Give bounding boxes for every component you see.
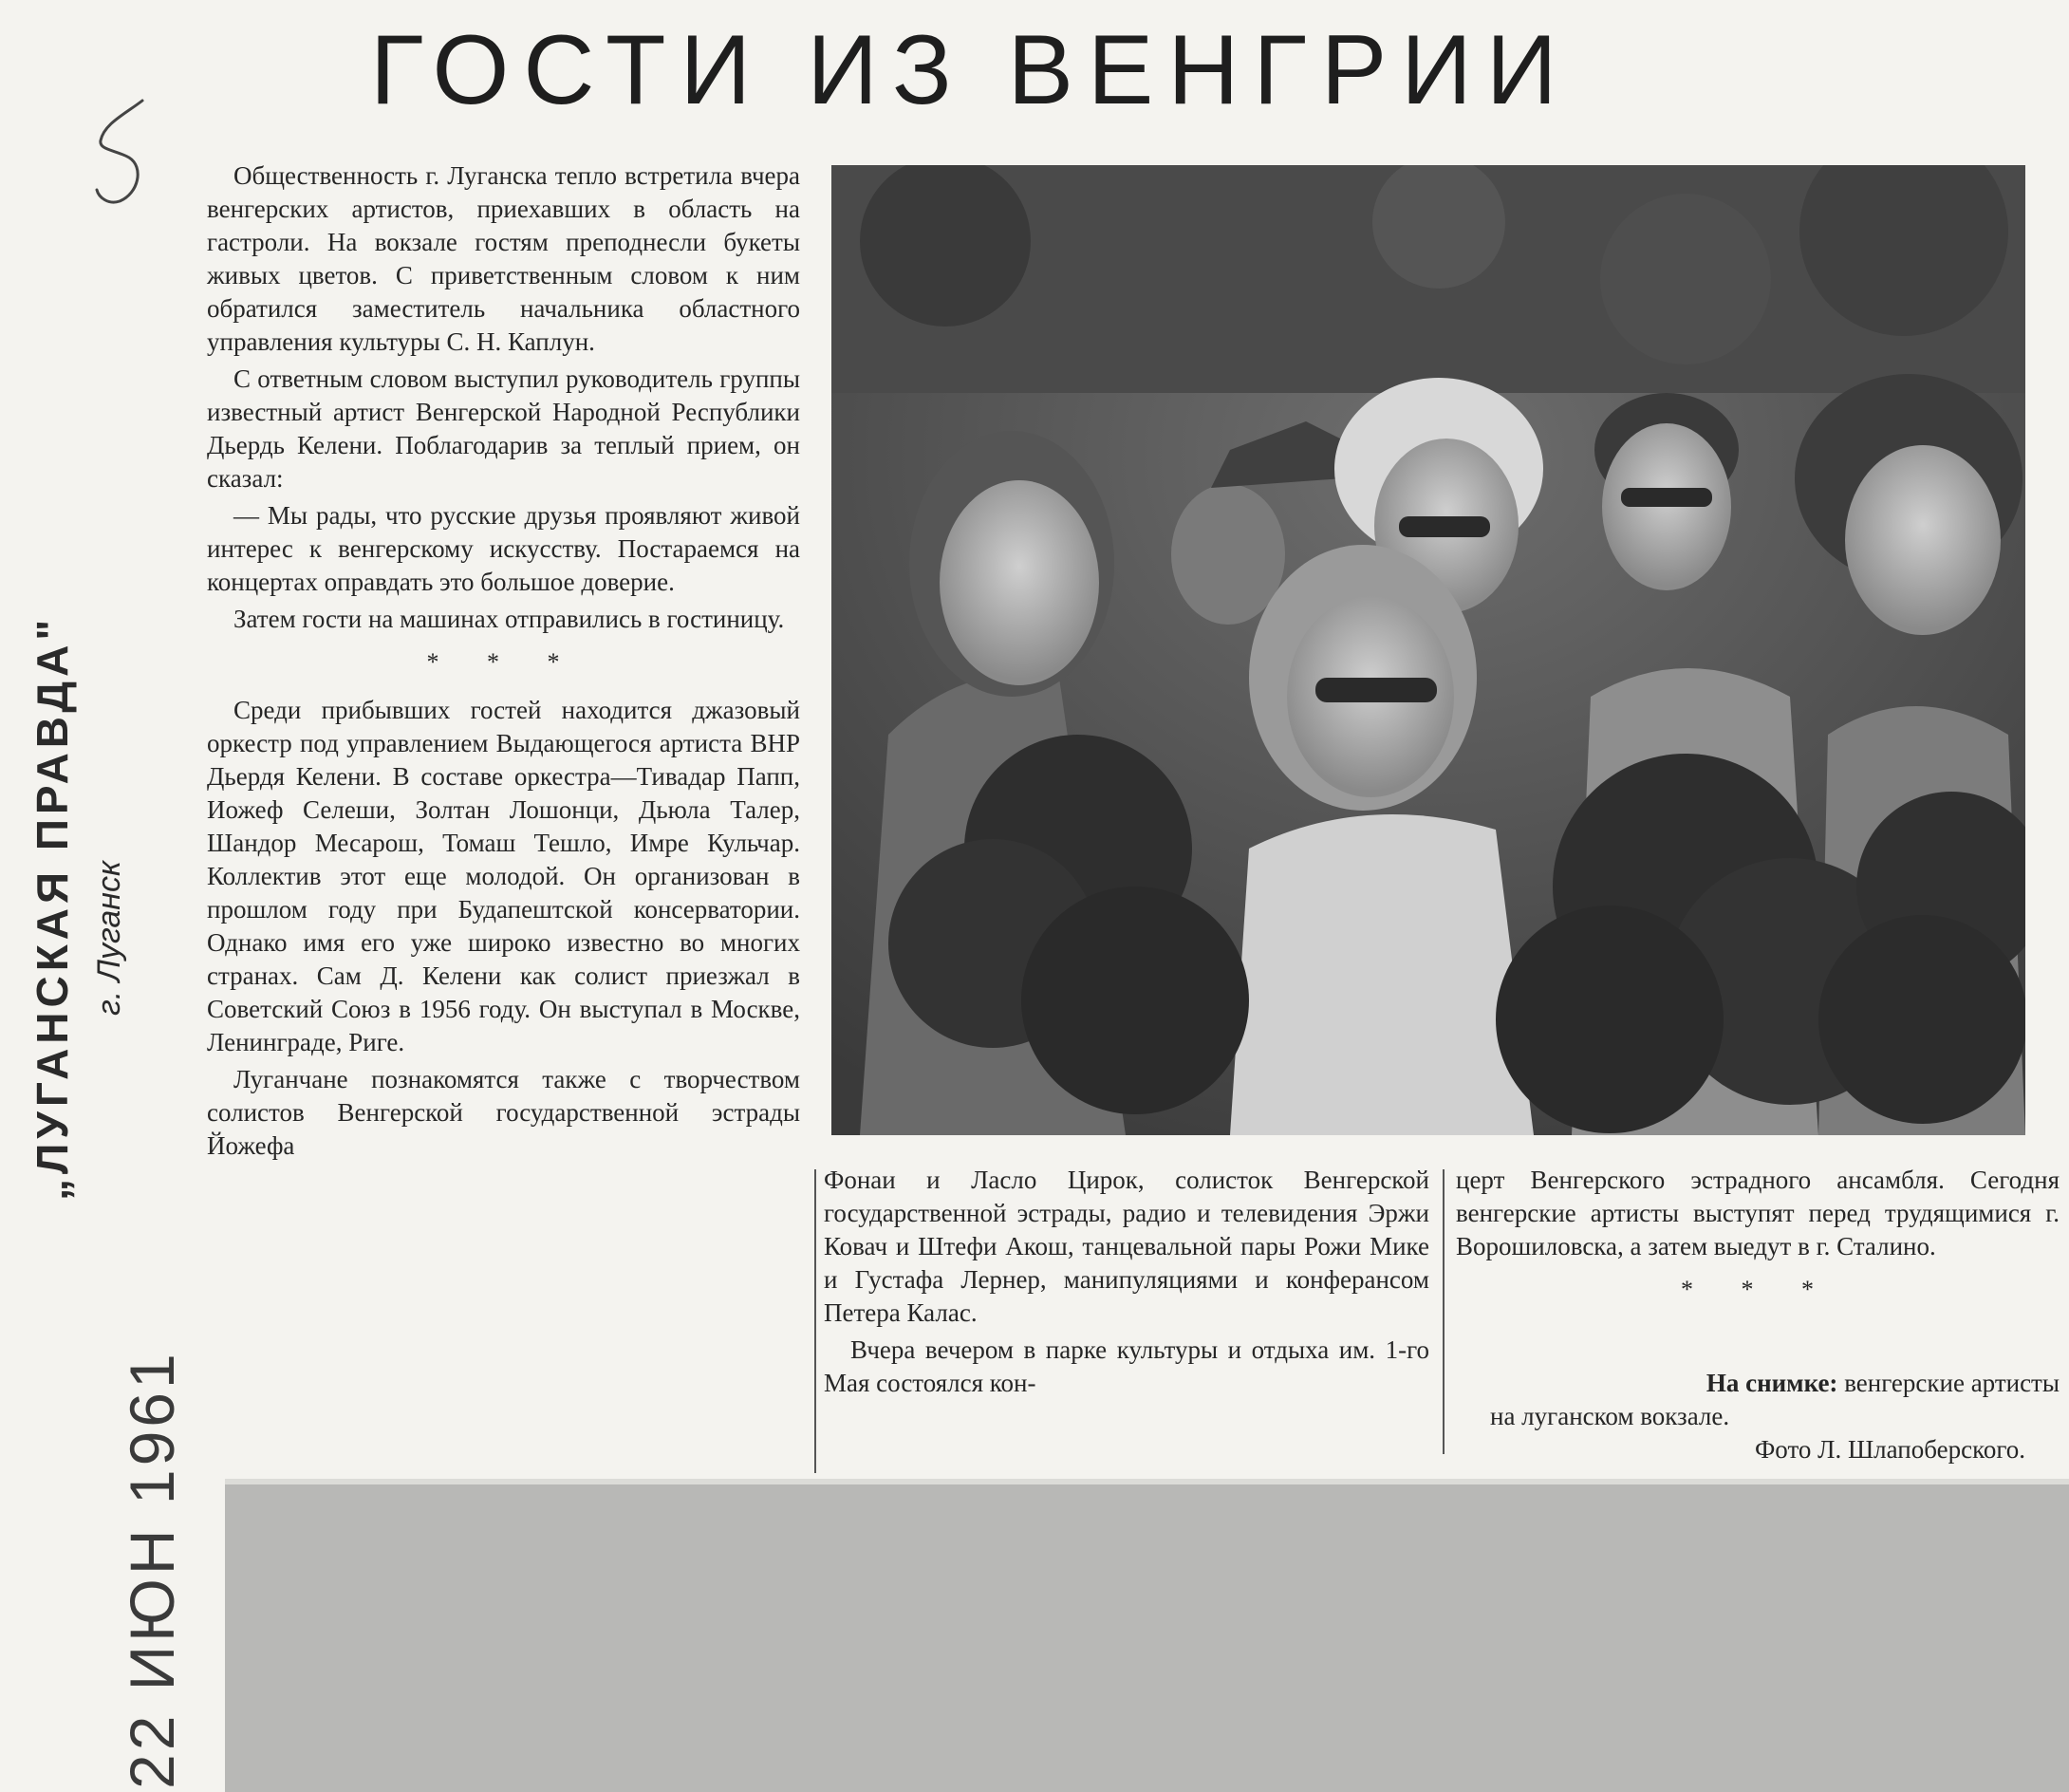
section-separator: * * * bbox=[426, 648, 581, 676]
article-paragraph: Затем гости на машинах отправились в гостиницу. bbox=[233, 605, 785, 633]
photo-credit: Фото Л. Шлапоберского. bbox=[1754, 1435, 2025, 1464]
caption-label: На снимке: bbox=[1706, 1369, 1838, 1397]
article-paragraph: Среди прибывших гостей находится джазовый оркестр под управлением Выдающегося артиста ВНР Дьердя Келени. В составе оркестра—Тивадар Папп, Иожеф Селеши, Золтан Лошонци, Дьюла Талер, Шандор Месарош, Томаш Тешло, Имре Кульчар. Коллектив этот еще молодой. Он организован в прошлом году при Будапештской консерватории. Однако имя его уже широко известно во многих странах. Сам Д. Келени как солист приезжал в Советский Союз в 1956 году. Он выступал в Москве, Ленинграде, Риге. bbox=[207, 696, 800, 1056]
article-headline: ГОСТИ ИЗ ВЕНГРИИ bbox=[370, 15, 1572, 125]
handwritten-mark bbox=[87, 95, 163, 223]
caption-text: на луганском вокзале. bbox=[1490, 1402, 1730, 1430]
caption-text: венгерские артисты bbox=[1844, 1369, 2060, 1397]
article-column-right bbox=[1456, 1164, 2060, 1321]
city-stamp: г. Луганск bbox=[91, 860, 127, 1016]
article-column-middle bbox=[824, 1164, 1429, 1404]
column-rule bbox=[1443, 1169, 1445, 1454]
date-stamp: 22 ИЮН 1961 bbox=[117, 1350, 187, 1789]
article-photo bbox=[831, 165, 2025, 1135]
backing-board bbox=[225, 1484, 2069, 1792]
article-paragraph: Общественность г. Луганска тепло встретила вчера венгерских артистов, приехавших в область на гастроли. На вокзале гостям преподнесли букеты живых цветов. С приветственным словом к ним обратился заместитель начальника областного управления культуры С. Н. Каплун. bbox=[207, 161, 800, 356]
article-column-left bbox=[207, 159, 800, 1167]
article-paragraph: церт Венгерского эстрадного ансамбля. Сегодня венгерские артисты выступят перед трудящимися г. Ворошиловска, а затем выедут в г. Сталино. bbox=[1456, 1166, 2060, 1260]
article-paragraph: Фонаи и Ласло Цирок, солисток Венгерской государственной эстрады, радио и телевидения Эржи Ковач и Штефи Акош, танцевальной пары Рожи Мике и Густафа Лернер, манипуляциями и конферансом Петера Калас. bbox=[824, 1166, 1429, 1327]
photo-caption bbox=[1456, 1367, 2060, 1466]
article-paragraph: Вчера вечером в парке культуры и отдыха им. 1-го Мая состоялся кон- bbox=[824, 1335, 1429, 1397]
article-paragraph: С ответным словом выступил руководитель группы известный артист Венгерской Народной Республики Дьердь Келени. Поблагодарив за теплый прием, он сказал: bbox=[207, 364, 800, 493]
article-paragraph: Луганчане познакомятся также с творчеством солистов Венгерской государственной эстрады Йожефа bbox=[207, 1065, 800, 1160]
article-paragraph: — Мы рады, что русские друзья проявляют живой интерес к венгерскому искусству. Постараемся на концертах оправдать это большое доверие. bbox=[207, 501, 800, 596]
newspaper-name-stamp: „ЛУГАНСКАЯ ПРАВДА" bbox=[28, 614, 77, 1201]
column-rule bbox=[814, 1169, 816, 1473]
clipping-edge bbox=[225, 1479, 2069, 1484]
section-separator: * * * bbox=[1681, 1276, 1835, 1303]
